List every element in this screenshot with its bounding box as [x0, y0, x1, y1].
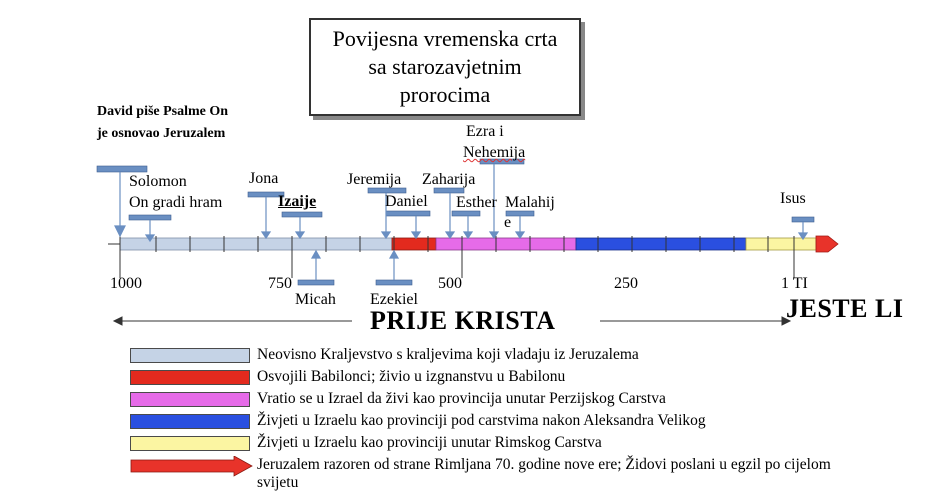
- arrow-destruction: [816, 236, 838, 252]
- david-note: David piše Psalme On je osnovao Jeruzalem: [97, 104, 229, 141]
- label-micah: Micah: [295, 291, 336, 308]
- legend-swatch-babylon: [130, 370, 250, 385]
- label-esther: Esther: [456, 194, 497, 211]
- timeline-title: Povijesna vremenska crta sa starozavjetnim prorocima: [309, 18, 581, 116]
- legend-swatch-roman: [130, 436, 250, 451]
- label-izaije: Izaije: [278, 193, 317, 210]
- tick-label-500: 500: [438, 275, 462, 292]
- legend-item: [130, 346, 910, 368]
- label-malahij-2: e: [504, 214, 512, 231]
- era-before-christ: PRIJE KRISTA: [370, 306, 556, 335]
- label-daniel: Daniel: [385, 193, 428, 210]
- label-zaharija: Zaharija: [422, 171, 476, 188]
- label-isus: Isus: [780, 190, 806, 207]
- band-babylonian-exile: [392, 238, 436, 250]
- label-solomon-1: Solomon: [129, 173, 187, 190]
- legend: [130, 346, 910, 500]
- tick-label-750: 750: [268, 275, 292, 292]
- legend-item: [130, 456, 910, 500]
- legend-text-roman: Živjeti u Izraelu kao provinciji unutar Rimskog Carstva: [257, 434, 602, 451]
- band-persian-province: [436, 238, 576, 250]
- band-hellenistic-province: [576, 238, 746, 250]
- tick-label-1000: 1000: [110, 275, 142, 292]
- label-solomon-2: On gradi hram: [129, 194, 223, 211]
- legend-swatch-persian: [130, 392, 250, 407]
- legend-item: [130, 368, 910, 390]
- legend-text-persian: Vratio se u Izrael da živi kao provincija unutar Perzijskog Carstva: [257, 390, 666, 407]
- legend-item: [130, 434, 910, 456]
- legend-text-babylon: [257, 368, 565, 386]
- legend-swatch-independent: [130, 348, 250, 363]
- band-independent-kingdom: [120, 238, 392, 250]
- label-jona: Jona: [249, 170, 279, 187]
- legend-item: [130, 412, 910, 434]
- tick-label-250: 250: [614, 275, 638, 292]
- legend-text-babylon-content: Osvojili Babilonci; živio u izgnanstvu u Babilonu: [257, 368, 566, 385]
- tick-label-1: 1 TI: [781, 275, 808, 292]
- label-malahij-1: Malahij: [505, 194, 555, 211]
- label-jeremija: Jeremija: [347, 171, 402, 188]
- legend-text-hellenistic: Živjeti u Izraelu kao provinciji pod carstvima nakon Aleksandra Velikog: [257, 412, 706, 429]
- band-roman-province: [746, 238, 816, 250]
- label-ezra-2: Nehemija: [463, 144, 526, 161]
- legend-text-independent: Neovisno Kraljevstvo s kraljevima koji vladaju iz Jeruzalema: [257, 346, 639, 363]
- label-ezekiel: Ezekiel: [370, 291, 418, 308]
- legend-item: [130, 390, 910, 412]
- legend-swatch-hellenistic: [130, 414, 250, 429]
- label-ezra-1: Ezra i: [466, 123, 504, 140]
- legend-text-destruction: Jeruzalem razoren od strane Rimljana 70. godine nove ere; Židovi poslani u egzil po cijelom svijetu: [257, 456, 831, 491]
- legend-swatch-destruction: [130, 456, 254, 478]
- era-after-christ: JESTE LI: [786, 294, 904, 323]
